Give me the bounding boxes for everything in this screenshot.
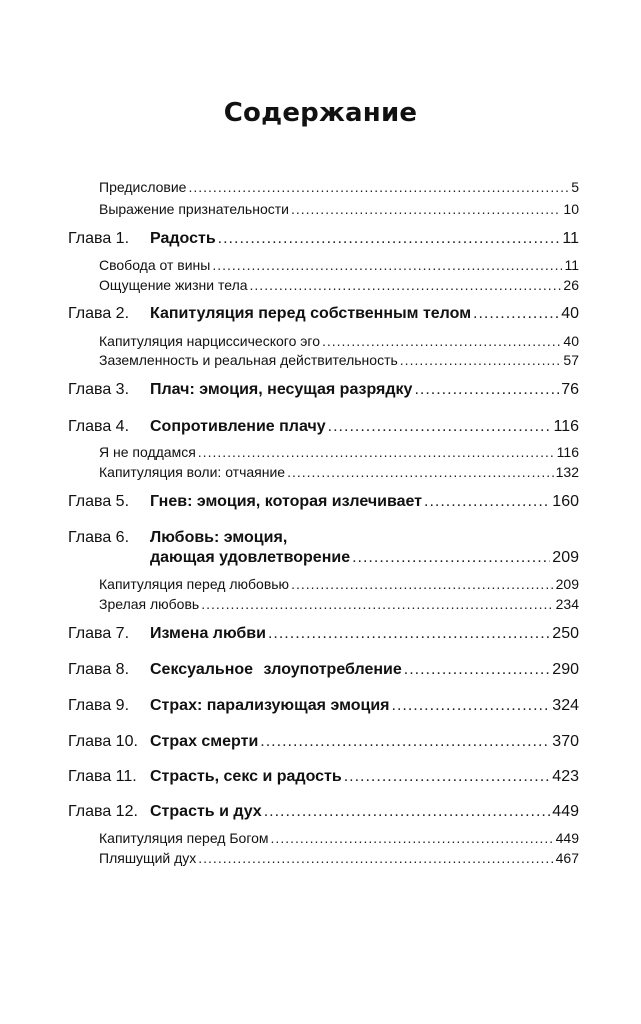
chapter-title: Гнев: эмоция, которая излечивает bbox=[150, 493, 422, 510]
toc-chapter bbox=[68, 768, 579, 786]
entry-page: 26 bbox=[563, 277, 579, 293]
dot-leader bbox=[404, 661, 551, 679]
dot-leader bbox=[212, 257, 562, 273]
entry-title: Пляшущий дух bbox=[99, 850, 197, 866]
entry-title: Я не поддамся bbox=[99, 444, 196, 460]
entry-title: Свобода от вины bbox=[99, 257, 211, 273]
chapter-label: Глава 11. bbox=[68, 768, 137, 785]
dot-leader bbox=[424, 493, 550, 511]
dot-leader bbox=[287, 464, 554, 480]
toc-chapter bbox=[68, 803, 579, 821]
entry-page: 209 bbox=[552, 549, 579, 566]
entry-title: Заземленность и реальная действительность bbox=[99, 352, 398, 368]
entry-title: Зрелая любовь bbox=[99, 596, 200, 612]
dot-leader bbox=[218, 230, 561, 248]
entry-page: 449 bbox=[555, 830, 579, 846]
page-title: Содержание bbox=[223, 98, 418, 128]
entry-page: 40 bbox=[563, 333, 579, 349]
chapter-label: Глава 5. bbox=[68, 493, 130, 510]
toc-entry bbox=[99, 850, 579, 866]
chapter-title-line2: дающая удовлетворение bbox=[150, 549, 351, 566]
toc-chapter bbox=[68, 230, 579, 248]
entry-page: 370 bbox=[552, 733, 579, 750]
chapter-title: Страсть и дух bbox=[150, 803, 262, 820]
entry-page: 116 bbox=[556, 444, 579, 460]
chapter-label: Глава 6. bbox=[68, 529, 130, 546]
dot-leader bbox=[291, 201, 561, 217]
chapter-label: Глава 4. bbox=[68, 418, 130, 435]
chapter-title: Страсть, секс и радость bbox=[150, 768, 342, 785]
dot-leader bbox=[473, 305, 559, 323]
toc-chapter bbox=[68, 661, 579, 679]
toc-entry bbox=[99, 596, 579, 612]
dot-leader bbox=[268, 625, 550, 643]
chapter-title: Сопротивление плачу bbox=[150, 418, 326, 435]
entry-page: 76 bbox=[561, 381, 579, 398]
toc-chapter bbox=[68, 493, 579, 511]
dot-leader bbox=[250, 277, 562, 293]
dot-leader bbox=[264, 803, 551, 821]
toc-entry bbox=[99, 830, 579, 846]
entry-page: 11 bbox=[562, 230, 579, 247]
dot-leader bbox=[352, 549, 550, 567]
toc-entry bbox=[99, 333, 579, 349]
toc-entry bbox=[99, 179, 579, 195]
entry-page: 57 bbox=[563, 352, 579, 368]
dot-leader bbox=[271, 830, 554, 846]
toc-chapter bbox=[68, 305, 579, 323]
chapter-title: Любовь: эмоция, bbox=[150, 529, 288, 546]
entry-page: 467 bbox=[555, 850, 579, 866]
chapter-title: Измена любви bbox=[150, 625, 266, 642]
chapter-title: Страх смерти bbox=[150, 733, 259, 750]
entry-page: 11 bbox=[564, 257, 579, 273]
entry-title: Выражение признательности bbox=[99, 201, 289, 217]
chapter-label: Глава 10. bbox=[68, 733, 138, 750]
chapter-title: Сексуальное злоупотребление bbox=[150, 661, 402, 678]
chapter-label: Глава 3. bbox=[68, 381, 130, 398]
dot-leader bbox=[188, 179, 569, 195]
entry-title: Капитуляция воли: отчаяние bbox=[99, 464, 286, 480]
dot-leader bbox=[291, 576, 554, 592]
dot-leader bbox=[328, 418, 552, 436]
toc-entry bbox=[99, 257, 579, 273]
chapter-label: Глава 7. bbox=[68, 625, 130, 642]
dot-leader bbox=[414, 381, 559, 399]
entry-page: 423 bbox=[552, 768, 579, 785]
chapter-title: Капитуляция перед собственным телом bbox=[150, 305, 472, 322]
entry-page: 40 bbox=[561, 305, 579, 322]
chapter-label: Глава 1. bbox=[68, 230, 130, 247]
toc-chapter bbox=[68, 418, 579, 436]
chapter-title: Радость bbox=[150, 230, 216, 247]
dot-leader bbox=[201, 596, 553, 612]
dot-leader bbox=[198, 444, 555, 460]
chapter-label: Глава 9. bbox=[68, 697, 130, 714]
dot-leader bbox=[322, 333, 561, 349]
entry-page: 234 bbox=[555, 596, 579, 612]
entry-page: 250 bbox=[552, 625, 579, 642]
chapter-label: Глава 8. bbox=[68, 661, 130, 678]
toc-chapter bbox=[68, 529, 579, 547]
entry-page: 290 bbox=[552, 661, 579, 678]
toc-entry bbox=[99, 277, 579, 293]
entry-page: 116 bbox=[553, 418, 579, 435]
toc-chapter bbox=[68, 381, 579, 399]
entry-page: 449 bbox=[552, 803, 579, 820]
toc-chapter-continuation bbox=[150, 549, 579, 567]
toc-entry bbox=[99, 444, 579, 460]
entry-page: 10 bbox=[563, 201, 579, 217]
entry-title: Капитуляция перед Богом bbox=[99, 830, 269, 846]
toc-entry bbox=[99, 201, 579, 217]
entry-title: Ощущение жизни тела bbox=[99, 277, 248, 293]
toc-chapter bbox=[68, 625, 579, 643]
entry-title: Капитуляция нарциссического эго bbox=[99, 333, 320, 349]
chapter-title: Страх: парализующая эмоция bbox=[150, 697, 390, 714]
toc-chapter bbox=[68, 733, 579, 751]
chapter-label: Глава 12. bbox=[68, 803, 138, 820]
toc-entry bbox=[99, 464, 579, 480]
toc-entry bbox=[99, 352, 579, 368]
entry-page: 132 bbox=[555, 464, 579, 480]
entry-page: 324 bbox=[552, 697, 579, 714]
dot-leader bbox=[392, 697, 551, 715]
entry-page: 209 bbox=[555, 576, 579, 592]
entry-page: 160 bbox=[552, 493, 579, 510]
dot-leader bbox=[400, 352, 562, 368]
entry-title: Капитуляция перед любовью bbox=[99, 576, 290, 592]
dot-leader bbox=[344, 768, 551, 786]
entry-page: 5 bbox=[571, 179, 579, 195]
toc-chapter bbox=[68, 697, 579, 715]
chapter-title: Плач: эмоция, несущая разрядку bbox=[150, 381, 413, 398]
dot-leader bbox=[198, 850, 553, 866]
dot-leader bbox=[260, 733, 550, 751]
entry-title: Предисловие bbox=[99, 179, 187, 195]
toc-entry bbox=[99, 576, 579, 592]
chapter-label: Глава 2. bbox=[68, 305, 130, 322]
